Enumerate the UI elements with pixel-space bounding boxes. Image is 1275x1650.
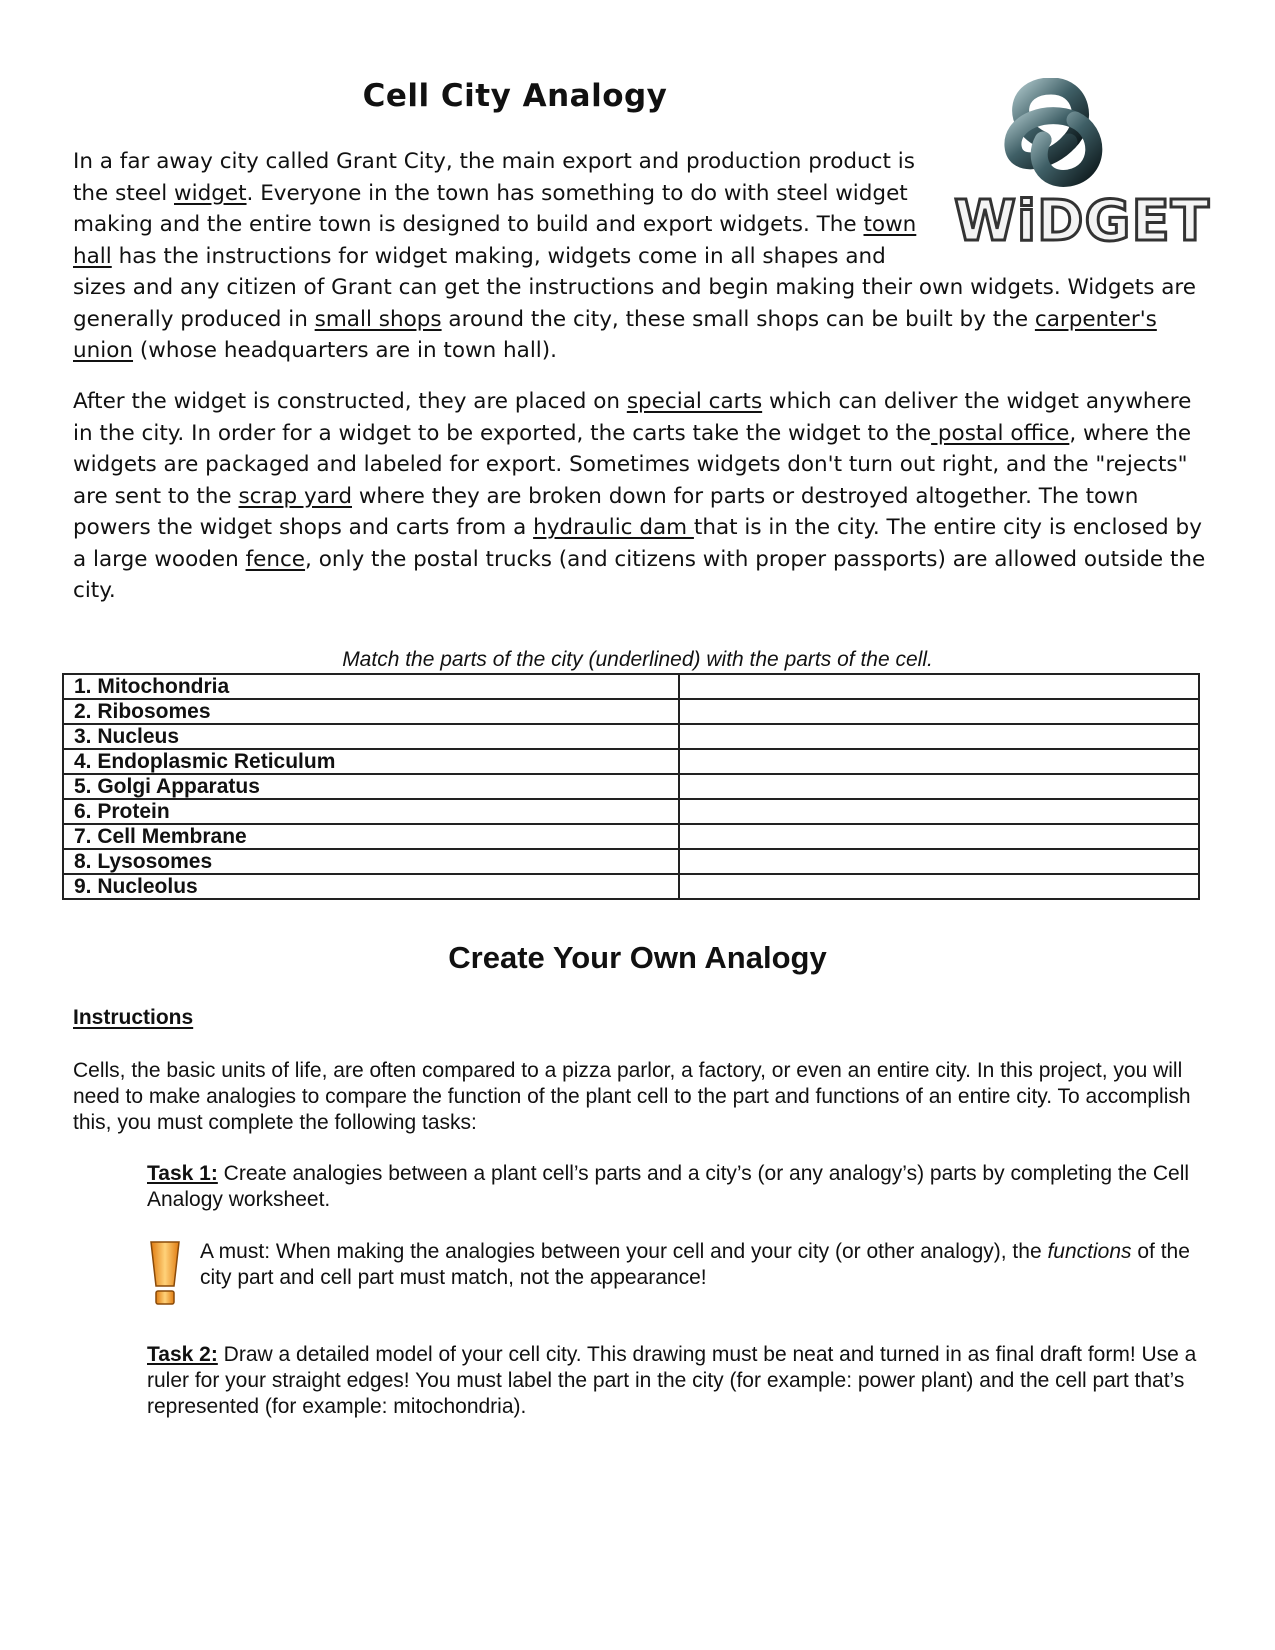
story1-text-2: . Everyone in the town has something to do with steel widget making and the entire town is designed to build and export widgets. The	[73, 180, 908, 237]
story1-underlined-small-shops: small shops	[314, 306, 442, 332]
match-table	[62, 673, 1200, 900]
cell-part-label: 7. Cell Membrane	[63, 824, 679, 849]
story2-text-1: After the widget is constructed, they are placed on	[73, 389, 627, 414]
story-paragraph-2	[73, 386, 1213, 607]
cell-part-label: 1. Mitochondria	[63, 674, 679, 699]
cell-part-label: 3. Nucleus	[63, 724, 679, 749]
task-2	[147, 1342, 1207, 1420]
story2-text-5: that is in the city. The entire city is enclosed by a large wooden	[73, 515, 1202, 572]
story2-underlined-hydraulic-dam: hydraulic dam	[533, 515, 694, 540]
story2-text-3: , where the widgets are packaged and labeled for export. Sometimes widgets don't turn out right, and the "rejects" are sent to the	[73, 420, 1192, 509]
story1-text-5: (whose headquarters are in town hall).	[133, 338, 558, 363]
task-2-label: Task 2:	[147, 1343, 218, 1366]
story2-underlined-postal-office: postal office	[931, 420, 1070, 446]
story2-text-4: where they are broken down for parts or destroyed altogether. The town powers the widget shops and carts from a	[73, 483, 1139, 540]
story1-text-4: around the city, these small shops can be built by the	[441, 306, 1035, 332]
answer-cell[interactable]	[679, 699, 1199, 724]
must-note	[200, 1239, 1210, 1291]
logo-wordmark: WiDGET	[954, 189, 1210, 254]
answer-cell[interactable]	[679, 724, 1199, 749]
story1-underlined-widget: widget	[174, 180, 247, 206]
answer-cell[interactable]	[679, 749, 1199, 774]
section-title: Create Your Own Analogy	[448, 940, 827, 975]
table-row	[63, 749, 1199, 774]
story2-underlined-special-carts: special carts	[626, 389, 763, 414]
story1-underlined-town-hall: town hall	[73, 212, 917, 269]
table-row	[63, 724, 1199, 749]
table-row	[63, 849, 1199, 874]
task-1-label: Task 1:	[147, 1162, 218, 1185]
intro-paragraph: Cells, the basic units of life, are often compared to a pizza parlor, a factory, or even an entire city. In this project, you will need to make analogies to compare the function of the plant cell to the part and functions of an entire city. To accomplish this, you must complete the following tasks:	[73, 1059, 1191, 1134]
story2-text-2: which can deliver the widget anywhere in the city. In order for a widget to be exported, the carts take the widget to the	[73, 389, 1192, 446]
must-text-2: of the city part and cell part must match, not the appearance!	[200, 1240, 1190, 1289]
answer-cell[interactable]	[679, 874, 1199, 899]
cell-part-label: 8. Lysosomes	[63, 849, 679, 874]
table-row	[63, 874, 1199, 899]
story2-text-6: , only the postal trucks (and citizens with proper passports) are allowed outside the city.	[73, 546, 1206, 603]
table-row	[63, 699, 1199, 724]
story-paragraph-1	[73, 146, 1213, 367]
must-text-1: A must: When making the analogies between your cell and your city (or other analogy), the	[200, 1240, 1048, 1263]
story1-text-3: has the instructions for widget making, widgets come in all shapes and sizes and any citizen of Grant can get the instructions and begin making their own widgets. Widgets are generally produced in	[73, 243, 1197, 332]
table-row	[63, 674, 1199, 699]
cell-part-label: 6. Protein	[63, 799, 679, 824]
cell-part-label: 4. Endoplasmic Reticulum	[63, 749, 679, 774]
cell-part-label: 5. Golgi Apparatus	[63, 774, 679, 799]
cell-part-label: 9. Nucleolus	[63, 874, 679, 899]
table-row	[63, 799, 1199, 824]
answer-cell[interactable]	[679, 774, 1199, 799]
table-row	[63, 824, 1199, 849]
widget-logo	[951, 78, 1213, 254]
page-title: Cell City Analogy	[362, 78, 668, 114]
cell-part-label: 2. Ribosomes	[63, 699, 679, 724]
answer-cell[interactable]	[679, 674, 1199, 699]
story2-underlined-scrap-yard: scrap yard	[238, 483, 352, 509]
must-emphasis: functions	[1047, 1240, 1132, 1263]
story1-underlined-carpenters-union: carpenter's union	[73, 306, 1157, 363]
exclamation-icon	[148, 1240, 182, 1306]
story1-text-1: In a far away city called Grant City, the main export and production product is the steel	[73, 149, 915, 206]
answer-cell[interactable]	[679, 824, 1199, 849]
story2-underlined-fence: fence	[245, 546, 306, 572]
task-2-text: Draw a detailed model of your cell city. This drawing must be neat and turned in as final draft form! Use a ruler for your straight edges! You must label the part in the city (for example: power plant) and the cell part that’s represented (for example: mitochondria).	[147, 1343, 1197, 1418]
match-caption: Match the parts of the city (underlined) with the parts of the cell.	[342, 648, 933, 671]
table-row	[63, 774, 1199, 799]
instructions-heading: Instructions	[73, 1006, 194, 1029]
answer-cell[interactable]	[679, 849, 1199, 874]
answer-cell[interactable]	[679, 799, 1199, 824]
task-1	[147, 1161, 1207, 1213]
knot-icon	[1013, 86, 1094, 178]
task-1-text: Create analogies between a plant cell’s parts and a city’s (or any analogy’s) parts by completing the Cell Analogy worksheet.	[147, 1162, 1190, 1211]
